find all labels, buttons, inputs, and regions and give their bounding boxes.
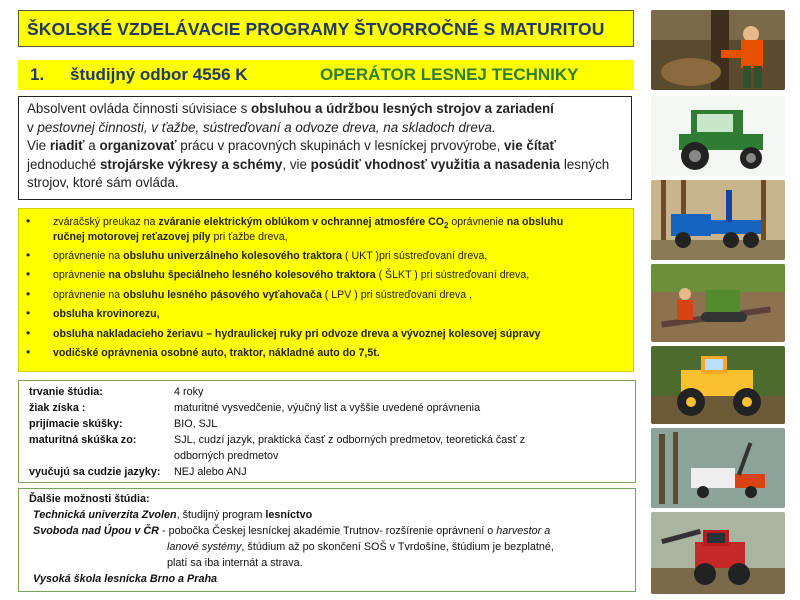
photo-green-tractor (651, 96, 785, 176)
bullet-icon: • (26, 326, 31, 340)
further-line: Vysoká škola lesnícka Brno a Praha (33, 573, 218, 585)
gains-value: maturitné vysvedčenie, výučný list a vyššie uvedené oprávnenia (174, 402, 481, 414)
languages-label: vyučujú sa cudzie jazyky: (29, 466, 161, 478)
further-line: lanové systémy, štúdium až po skončení SOŠ v Tvrdošíne, štúdium je bezplatné, (167, 541, 554, 553)
further-line: Svoboda nad Úpou v ČR - pobočka Českej lesníckej akadémie Trutnov- rozšírenie oprávnení o harvestor a (33, 525, 551, 537)
duration-value: 4 roky (174, 386, 204, 398)
bullet-icon: • (26, 345, 31, 359)
graduate-description (18, 96, 632, 200)
bullet-icon: • (26, 214, 31, 228)
program-number: 1. (30, 65, 45, 84)
exams-label: prijímacie skúšky: (29, 418, 123, 430)
bullet-icon: • (26, 306, 31, 320)
photo-harvester (651, 512, 785, 594)
photo-forwarder (651, 180, 785, 260)
matura-value-cont: odborných predmetov (174, 450, 279, 462)
photo-chainsaw-worker (651, 10, 785, 90)
bullet-icon: • (26, 248, 31, 262)
bullet-icon: • (26, 267, 31, 281)
desc-line: jednoduché strojárske výkresy a schémy, vie posúdiť vhodnosť využitia a nasadenia lesných (27, 156, 610, 172)
title-banner (18, 10, 634, 47)
languages-value: NEJ alebo ANJ (174, 466, 247, 478)
matura-value: SJL, cudzí jazyk, praktická časť z odborných predmetov, teoretická časť z (174, 434, 526, 446)
matura-label: maturitná skúška zo: (29, 434, 137, 446)
photo-yellow-skidder (651, 346, 785, 424)
further-study-heading: Ďalšie možnosti štúdia: (29, 493, 150, 505)
photo-tracked-skidder (651, 264, 785, 342)
page-title: ŠKOLSKÉ VZDELÁVACIE PROGRAMY ŠTVORROČNÉ S MATURITOU (27, 19, 605, 39)
program-banner (18, 60, 634, 90)
duration-label: trvanie štúdia: (29, 386, 103, 398)
bullet-icon: • (26, 287, 31, 301)
desc-line: Vie riadiť a organizovať prácu v pracovných skupinách v lesníckej prvovýrobe, vie čítať (27, 138, 556, 153)
photo-crane-loading (651, 428, 785, 508)
gains-label: žiak získa : (29, 402, 86, 414)
further-line: Technická univerzita Zvolen, študijný program lesníctvo (33, 509, 313, 521)
desc-line: strojov, ktoré sám ovláda. (27, 175, 179, 190)
further-study (18, 488, 636, 592)
program-name: OPERÁTOR LESNEJ TECHNIKY (320, 65, 579, 84)
certifications-list: • zváračský preukaz na zváranie elektrickým oblúkom v ochrannej atmosfére $CO_2$ oprávnenie na obsluhu ručnej motorovej reťazovej píly pri ťažbe dreva, • oprávnenie na obsluhu univerzálneho kolesového traktora ( UKT )pri sústreďovaní dreva, • oprávnenie na obsluhu špeciálneho lesného kolesového traktora ( ŠLKT ) pri sústreďovaní dreva, • oprávnenie na obsluhu lesného pásového vyťahovača ( LPV ) pri sústreďovaní dreva , • obsluha krovinorezu, • obsluha nakladacieho žeriavu – hydraulickej ruky pri odvoze dreva a vývoznej kolesovej súpravy • vodičské oprávnenia osobné auto, traktor, nákladné auto do 7,5t. (18, 208, 634, 372)
desc-line: v pestovnej činnosti, v ťažbe, sústreďovaní a odvoze dreva, na skladoch dreva. (27, 119, 496, 135)
desc-line: Absolvent ovláda činnosti súvisiace s obsluhou a údržbou lesných strojov a zariadení (27, 101, 554, 116)
further-line: platí sa iba internát a strava. (167, 557, 303, 569)
program-code: študijný odbor 4556 K (70, 65, 248, 84)
study-info (18, 380, 636, 483)
exams-value: BIO, SJL (174, 418, 218, 430)
